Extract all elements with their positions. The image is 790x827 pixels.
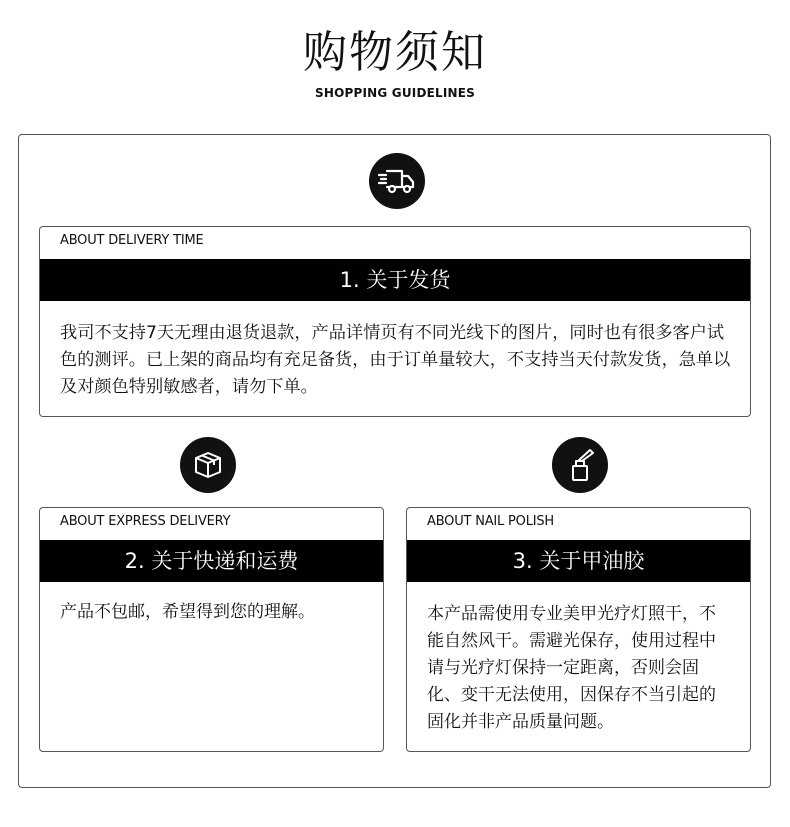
nail-polish-bottle-icon — [552, 437, 608, 493]
card-heading: 1. 关于发货 — [40, 259, 750, 301]
package-box-icon — [180, 437, 236, 493]
nail-polish-card — [406, 507, 751, 752]
page-title: 购物须知 — [303, 27, 487, 78]
card-label: ABOUT EXPRESS DELIVERY — [60, 514, 231, 529]
express-delivery-card — [39, 507, 384, 752]
delivery-time-card — [39, 226, 751, 417]
card-heading: 3. 关于甲油胶 — [407, 540, 750, 582]
card-heading: 2. 关于快递和运费 — [40, 540, 383, 582]
card-body: 我司不支持7天无理由退货退款，产品详情页有不同光线下的图片，同时也有很多客户试色的测评。已上架的商品均有充足备货，由于订单量较大，不支持当天付款发货，急单以及对颜色特别敏感者，请勿下单。 — [60, 323, 731, 397]
page-subtitle: SHOPPING GUIDELINES — [314, 86, 476, 100]
delivery-truck-icon — [369, 153, 425, 209]
card-label: ABOUT NAIL POLISH — [427, 514, 555, 529]
card-body: 本产品需使用专业美甲光疗灯照干，不能自然风干。需避光保存，使用过程中请与光疗灯保持一定距离，否则会固化、变干无法使用，因保存不当引起的固化并非产品质量问题。 — [427, 604, 716, 732]
card-label: ABOUT DELIVERY TIME — [60, 233, 204, 248]
card-body: 产品不包邮，希望得到您的理解。 — [60, 602, 315, 622]
